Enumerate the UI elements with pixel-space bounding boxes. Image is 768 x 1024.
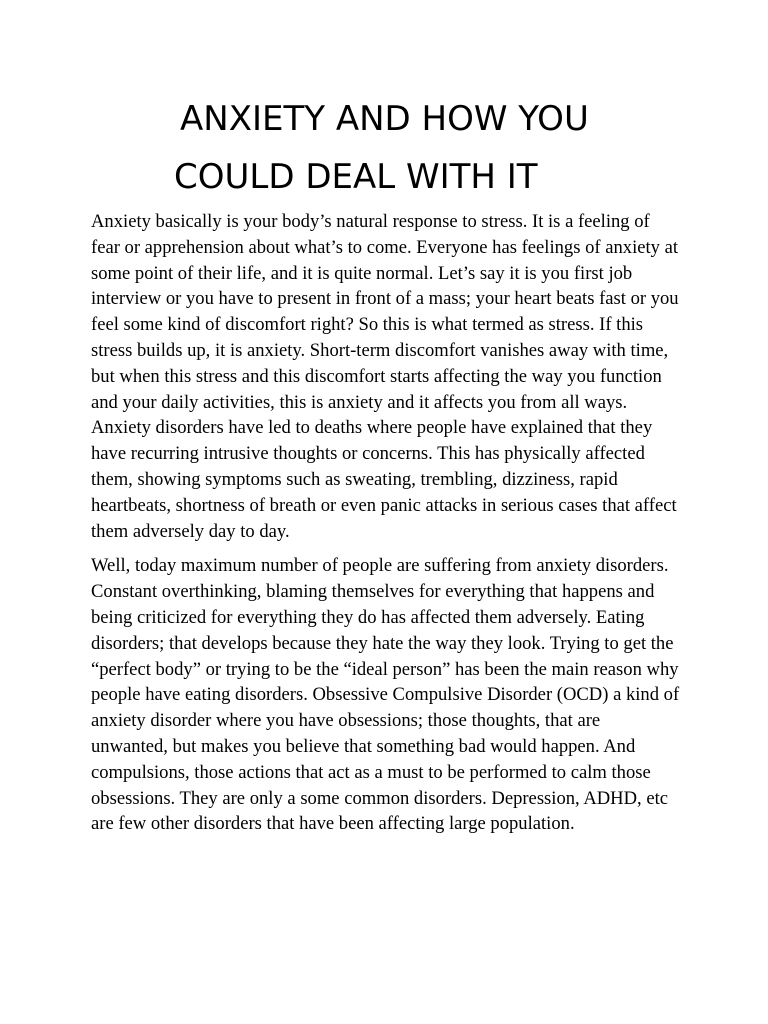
page-title xyxy=(0,90,768,206)
title-line-2: COULD DEAL WITH IT xyxy=(174,157,538,197)
title-line-1: ANXIETY AND HOW YOU xyxy=(180,99,589,139)
paragraph-2: Well, today maximum number of people are suffering from anxiety disorders. Constant overthinking, blaming themselves for everything that happens and being criticized for everything they do has affected them adversely. Eating disorders; that develops because they hate the way they look. Trying to get the “perfect body” or trying to be the “ideal person” has been the main reason why people have eating disorders. Obsessive Compulsive Disorder (OCD) a kind of anxiety disorder where you have obsessions; those thoughts, that are unwanted, but makes you believe that something bad would happen. And compulsions, those actions that act as a must to be performed to calm those obsessions. They are only a some common disorders. Depression, ADHD, etc are few other disorders that have been affecting large population. xyxy=(91,555,680,835)
document-body xyxy=(91,209,681,837)
paragraph-1: Anxiety basically is your body’s natural response to stress. It is a feeling of fear or apprehension about what’s to come. Everyone has feelings of anxiety at some point of their life, and it is quite normal. Let’s say it is you first job interview or you have to present in front of a mass; your heart beats fast or you feel some kind of discomfort right? So this is what termed as stress. If this stress builds up, it is anxiety. Short-term discomfort vanishes away with time, but when this stress and this discomfort starts affecting the way you function and your daily activities, this is anxiety and it affects you from all ways. Anxiety disorders have led to deaths where people have explained that they have recurring intrusive thoughts or concerns. This has physically affected them, showing symptoms such as sweating, trembling, dizziness, rapid heartbeats, shortness of breath or even panic attacks in serious cases that affect them adversely day to day. xyxy=(91,211,679,542)
